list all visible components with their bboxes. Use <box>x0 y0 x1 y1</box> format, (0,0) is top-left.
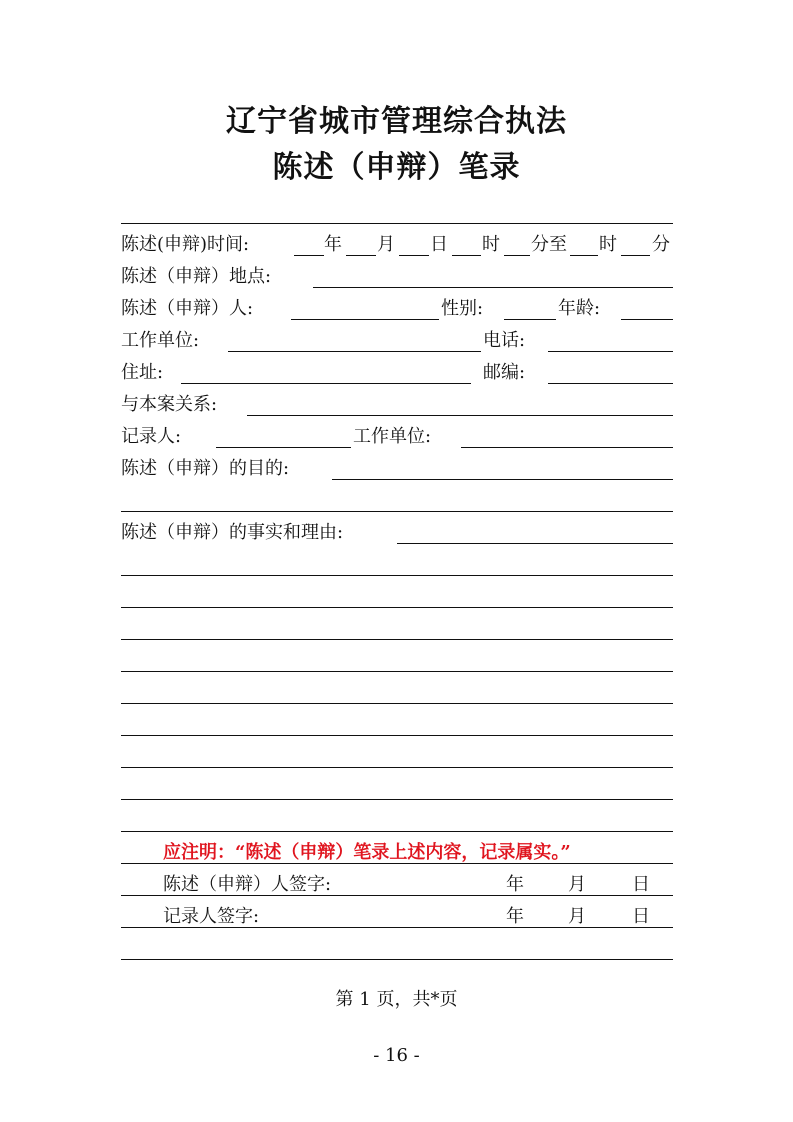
work-unit-label: 工作单位: <box>121 330 200 351</box>
facts-field[interactable] <box>397 543 673 544</box>
time-row <box>121 231 673 259</box>
facts-line[interactable] <box>121 799 673 800</box>
hour2-label: 时 <box>599 234 617 255</box>
relation-field[interactable] <box>247 415 673 416</box>
purpose-label: 陈述（申辩）的目的: <box>121 458 290 479</box>
sign1-year-label: 年 <box>506 874 524 895</box>
facts-line[interactable] <box>121 831 673 832</box>
facts-row <box>121 519 673 547</box>
phone-label: 电话: <box>483 330 526 351</box>
purpose-continuation-line[interactable] <box>121 511 673 512</box>
person-field[interactable] <box>291 319 439 320</box>
recorder-label: 记录人: <box>121 426 182 447</box>
phone-field[interactable] <box>548 351 673 352</box>
facts-label: 陈述（申辩）的事实和理由: <box>121 522 344 543</box>
hour2-field[interactable] <box>570 255 598 256</box>
recorder-unit-label: 工作单位: <box>353 426 432 447</box>
facts-line[interactable] <box>121 735 673 736</box>
page-info: 第 1 页，共*页 <box>335 989 458 1010</box>
year-field[interactable] <box>294 255 324 256</box>
gender-field[interactable] <box>504 319 556 320</box>
purpose-row <box>121 455 673 483</box>
sign1-day-label: 日 <box>632 874 650 895</box>
recorder-row <box>121 423 673 451</box>
top-rule <box>121 223 673 224</box>
location-label: 陈述（申辩）地点: <box>121 266 272 287</box>
minute-to-label: 分至 <box>531 234 567 255</box>
sign2-month-label: 月 <box>568 906 586 927</box>
document-subtitle: 陈述（申辩）笔录 <box>272 150 521 185</box>
work-unit-row <box>121 327 673 355</box>
month-label: 月 <box>377 234 395 255</box>
location-field[interactable] <box>313 287 673 288</box>
minute2-label: 分 <box>652 234 670 255</box>
recorder-signer-label: 记录人签字: <box>163 906 260 927</box>
recorder-unit-field[interactable] <box>461 447 673 448</box>
month-field[interactable] <box>346 255 376 256</box>
postcode-field[interactable] <box>548 383 673 384</box>
facts-line[interactable] <box>121 575 673 576</box>
minute2-field[interactable] <box>621 255 650 256</box>
person-row <box>121 295 673 323</box>
facts-line[interactable] <box>121 607 673 608</box>
bottom-rule <box>121 959 673 960</box>
statement-signer-label: 陈述（申辩）人签字: <box>163 874 332 895</box>
sign2-year-label: 年 <box>506 906 524 927</box>
time-label: 陈述(申辩)时间: <box>121 234 250 255</box>
hour-field[interactable] <box>452 255 481 256</box>
verification-note: 应注明：“陈述（申辩）笔录上述内容，记录属实。” <box>163 842 571 863</box>
address-field[interactable] <box>181 383 471 384</box>
work-unit-field[interactable] <box>228 351 481 352</box>
minute-field[interactable] <box>504 255 530 256</box>
page-number: - 16 - <box>373 1045 420 1066</box>
year-label: 年 <box>324 234 342 255</box>
relation-row <box>121 391 673 419</box>
address-row <box>121 359 673 387</box>
statement-signature-line[interactable] <box>121 895 673 896</box>
day-label: 日 <box>430 234 448 255</box>
note-underline <box>121 863 673 864</box>
person-label: 陈述（申辩）人: <box>121 298 254 319</box>
recorder-field[interactable] <box>216 447 351 448</box>
purpose-field[interactable] <box>332 479 673 480</box>
address-label: 住址: <box>121 362 164 383</box>
facts-line[interactable] <box>121 703 673 704</box>
gender-label: 性别: <box>441 298 484 319</box>
facts-line[interactable] <box>121 767 673 768</box>
facts-line[interactable] <box>121 671 673 672</box>
facts-line[interactable] <box>121 639 673 640</box>
age-field[interactable] <box>621 319 673 320</box>
recorder-signature-line[interactable] <box>121 927 673 928</box>
postcode-label: 邮编: <box>483 362 526 383</box>
hour-label: 时 <box>482 234 500 255</box>
day-field[interactable] <box>399 255 429 256</box>
document-title: 辽宁省城市管理综合执法 <box>226 104 567 139</box>
sign2-day-label: 日 <box>632 906 650 927</box>
sign1-month-label: 月 <box>568 874 586 895</box>
relation-label: 与本案关系: <box>121 394 218 415</box>
age-label: 年龄: <box>558 298 601 319</box>
location-row <box>121 263 673 291</box>
